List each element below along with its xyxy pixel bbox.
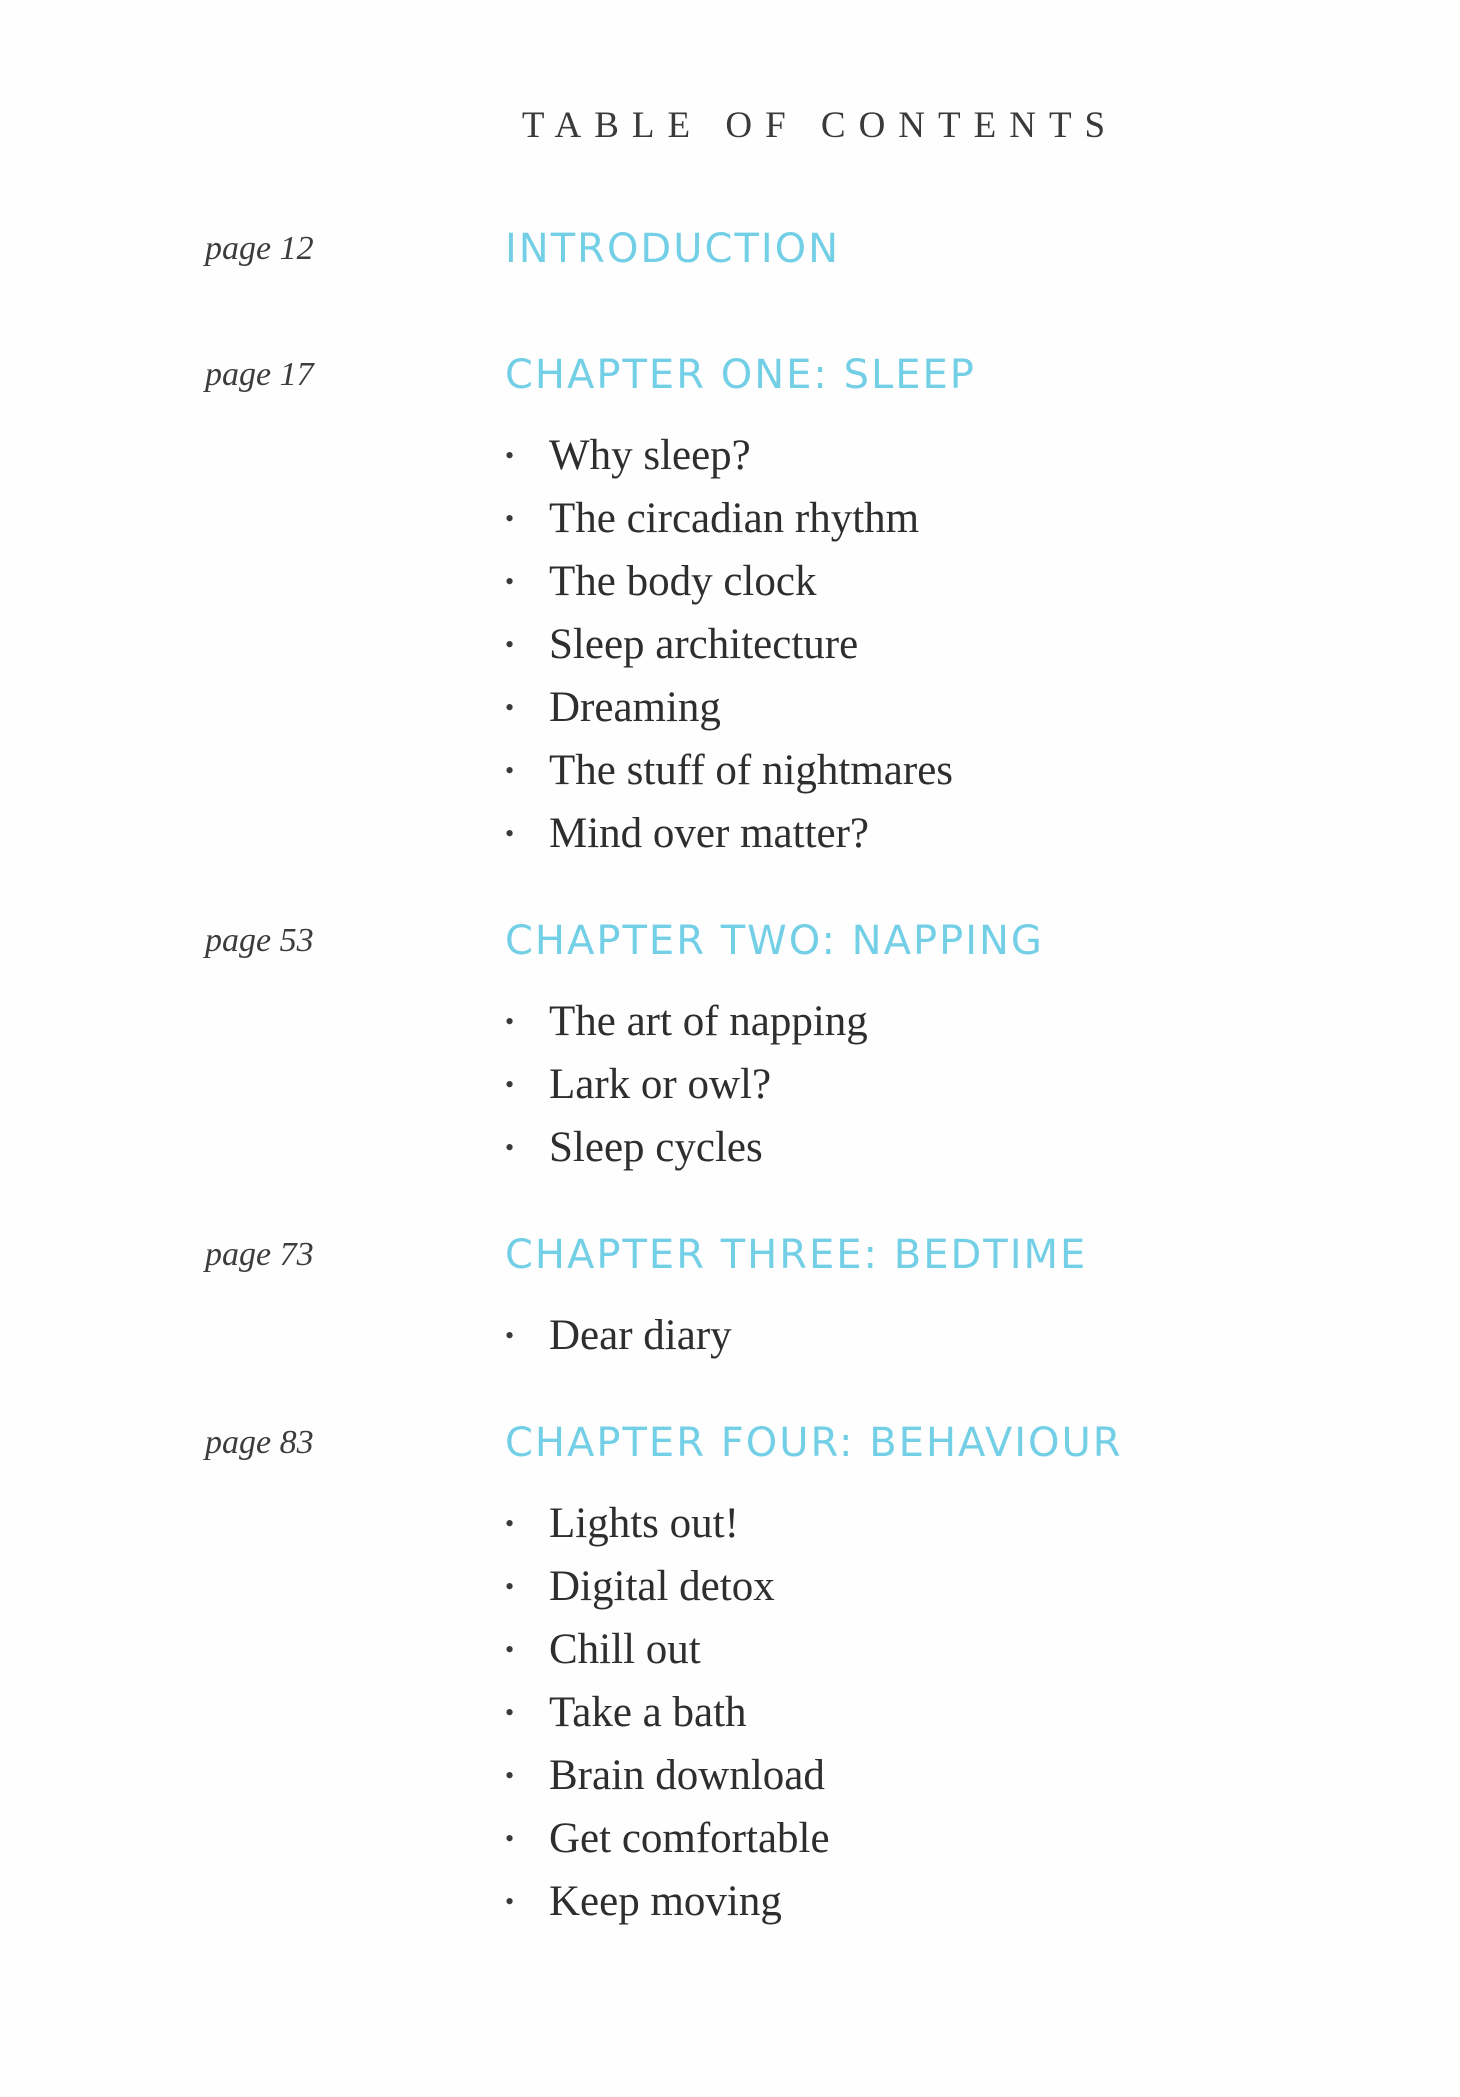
bullet-icon: • — [505, 1133, 515, 1162]
list-item: • Chill out — [505, 1618, 830, 1681]
topic-list — [505, 990, 868, 1179]
bullet-icon: • — [505, 567, 515, 596]
chapter-heading: CHAPTER FOUR: BEHAVIOUR — [505, 1420, 1123, 1466]
page-ref: page 83 — [205, 1424, 314, 1461]
list-item: • Keep moving — [505, 1870, 830, 1933]
topic-list — [505, 1492, 830, 1933]
list-item: • Get comfortable — [505, 1807, 830, 1870]
bullet-icon: • — [505, 819, 515, 848]
list-item: • Brain download — [505, 1744, 830, 1807]
bullet-icon: • — [505, 630, 515, 659]
bullet-icon: • — [505, 1824, 515, 1853]
list-item: • Lights out! — [505, 1492, 830, 1555]
chapter-heading: CHAPTER ONE: SLEEP — [505, 352, 976, 398]
list-item: • Why sleep? — [505, 424, 953, 487]
bullet-icon: • — [505, 441, 515, 470]
bullet-icon: • — [505, 756, 515, 785]
page-ref: page 12 — [205, 230, 314, 267]
bullet-icon: • — [505, 693, 515, 722]
list-item: • The body clock — [505, 550, 953, 613]
toc-title: TABLE OF CONTENTS — [521, 105, 1119, 146]
bullet-icon: • — [505, 1887, 515, 1916]
chapter-heading: CHAPTER THREE: BEDTIME — [505, 1232, 1088, 1278]
list-item: • The art of napping — [505, 990, 868, 1053]
list-item: • Digital detox — [505, 1555, 830, 1618]
page-ref: page 17 — [205, 356, 314, 393]
list-item: • Lark or owl? — [505, 1053, 868, 1116]
list-item: • The circadian rhythm — [505, 487, 953, 550]
chapter-heading: CHAPTER TWO: NAPPING — [505, 918, 1044, 964]
topic-list — [505, 424, 953, 865]
list-item: • The stuff of nightmares — [505, 739, 953, 802]
list-item: • Sleep cycles — [505, 1116, 868, 1179]
bullet-icon: • — [505, 1698, 515, 1727]
topic-list — [505, 1304, 732, 1367]
bullet-icon: • — [505, 1509, 515, 1538]
list-item: • Dreaming — [505, 676, 953, 739]
list-item: • Dear diary — [505, 1304, 732, 1367]
chapter-heading: INTRODUCTION — [505, 226, 841, 272]
bullet-icon: • — [505, 1321, 515, 1350]
bullet-icon: • — [505, 1572, 515, 1601]
bullet-icon: • — [505, 1635, 515, 1664]
bullet-icon: • — [505, 1007, 515, 1036]
list-item: • Take a bath — [505, 1681, 830, 1744]
bullet-icon: • — [505, 504, 515, 533]
page-ref: page 73 — [205, 1236, 314, 1273]
page-ref: page 53 — [205, 922, 314, 959]
bullet-icon: • — [505, 1070, 515, 1099]
bullet-icon: • — [505, 1761, 515, 1790]
list-item: • Mind over matter? — [505, 802, 953, 865]
list-item: • Sleep architecture — [505, 613, 953, 676]
